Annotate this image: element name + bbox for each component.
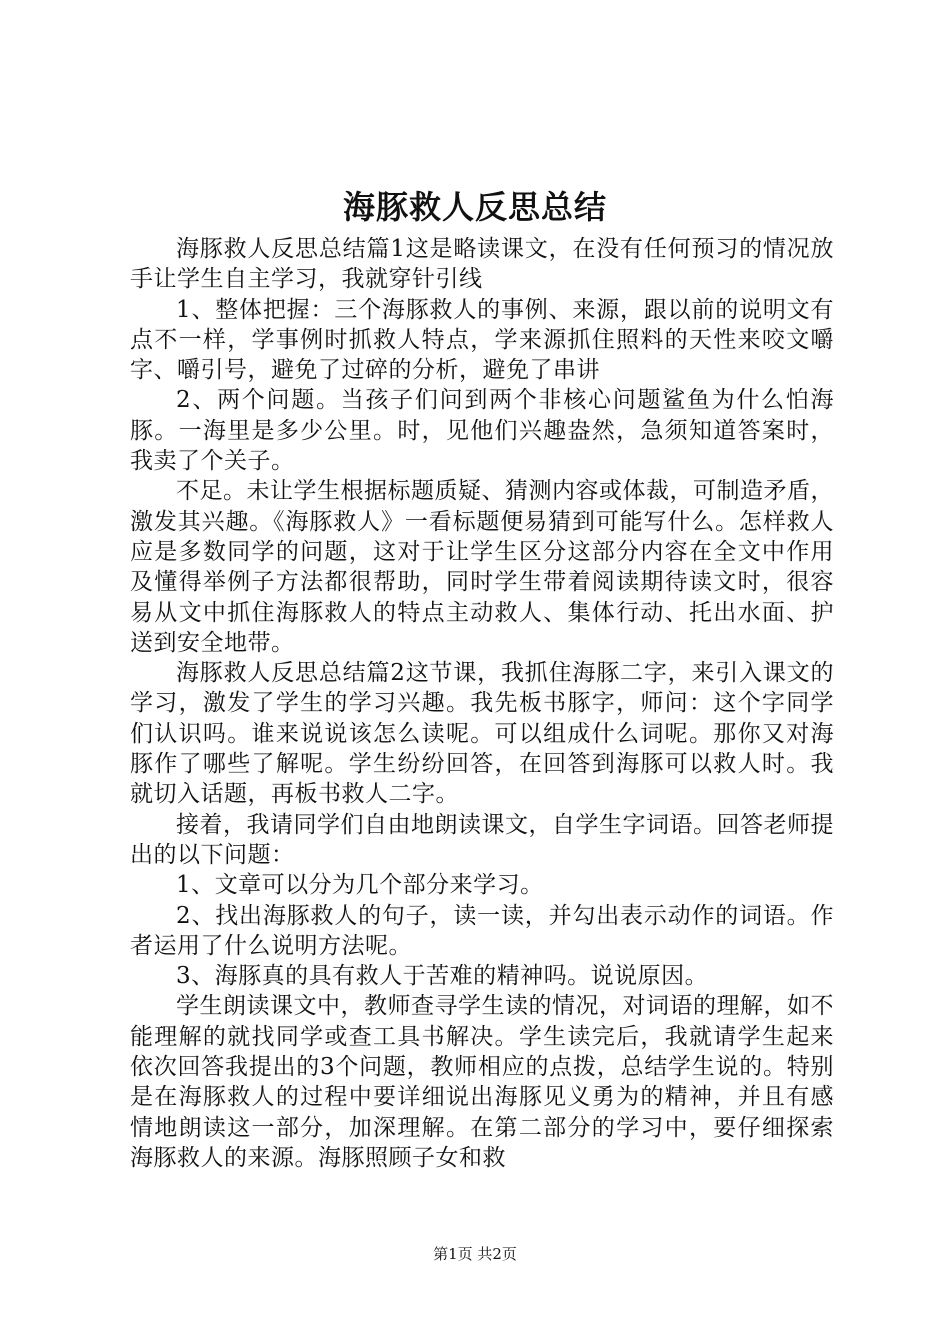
paragraph: 2、两个问题。当孩子们问到两个非核心问题鲨鱼为什么怕海豚。一海里是多少公里。时，见他们兴趣盎然，急须知道答案时，我卖了个关子。 bbox=[130, 387, 834, 475]
document-title: 海豚救人反思总结 bbox=[342, 188, 607, 226]
paragraph: 学生朗读课文中，教师查寻学生读的情况，对词语的理解，如不能理解的就找同学或查工具书解决。学生读完后，我就请学生起来依次回答我提出的3个问题，教师相应的点拨，总结学生说的。特别是在海豚救人的过程中要详细说出海豚见义勇为的精神，并且有感情地朗读这一部分，加深理解。在第二部分的学习中，要仔细探索海豚救人的来源。海豚照顾子女和救 bbox=[130, 993, 834, 1171]
paragraph: 不足。未让学生根据标题质疑、猜测内容或体裁，可制造矛盾，激发其兴趣。《海豚救人》一看标题便易猜到可能写什么。怎样救人应是多数同学的问题，这对于让学生区分这部分内容在全文中作用及懂得举例子方法都很帮助，同时学生带着阅读期待读文时，很容易从文中抓住海豚救人的特点主动救人、集体行动、托出水面、护送到安全地带。 bbox=[130, 478, 834, 656]
paragraph: 3、海豚真的具有救人于苦难的精神吗。说说原因。 bbox=[176, 963, 709, 990]
paragraph: 1、文章可以分为几个部分来学习。 bbox=[176, 872, 544, 899]
paragraph: 1、整体把握：三个海豚救人的事例、来源，跟以前的说明文有点不一样，学事例时抓救人特点，学来源抓住照料的天性来咬文嚼字、嚼引号，避免了过碎的分析，避免了串讲 bbox=[130, 296, 834, 384]
paragraph: 海豚救人反思总结篇2这节课，我抓住海豚二字，来引入课文的学习，激发了学生的学习兴趣。我先板书豚字，师问：这个字同学们认识吗。谁来说说该怎么读呢。可以组成什么词呢。那你又对海豚作了哪些了解呢。学生纷纷回答，在回答到海豚可以救人时。我就切入话题，再板书救人二字。 bbox=[130, 660, 834, 808]
document-body bbox=[130, 234, 834, 1173]
paragraph: 2、找出海豚救人的句子，读一读，并勾出表示动作的词语。作者运用了什么说明方法呢。 bbox=[130, 902, 834, 959]
paragraph: 接着，我请同学们自由地朗读课文，自学生字词语。回答老师提出的以下问题： bbox=[130, 811, 834, 868]
paragraph: 海豚救人反思总结篇1这是略读课文，在没有任何预习的情况放手让学生自主学习，我就穿针引线 bbox=[130, 236, 834, 293]
page-footer: 第1页 共2页 bbox=[433, 1245, 517, 1263]
